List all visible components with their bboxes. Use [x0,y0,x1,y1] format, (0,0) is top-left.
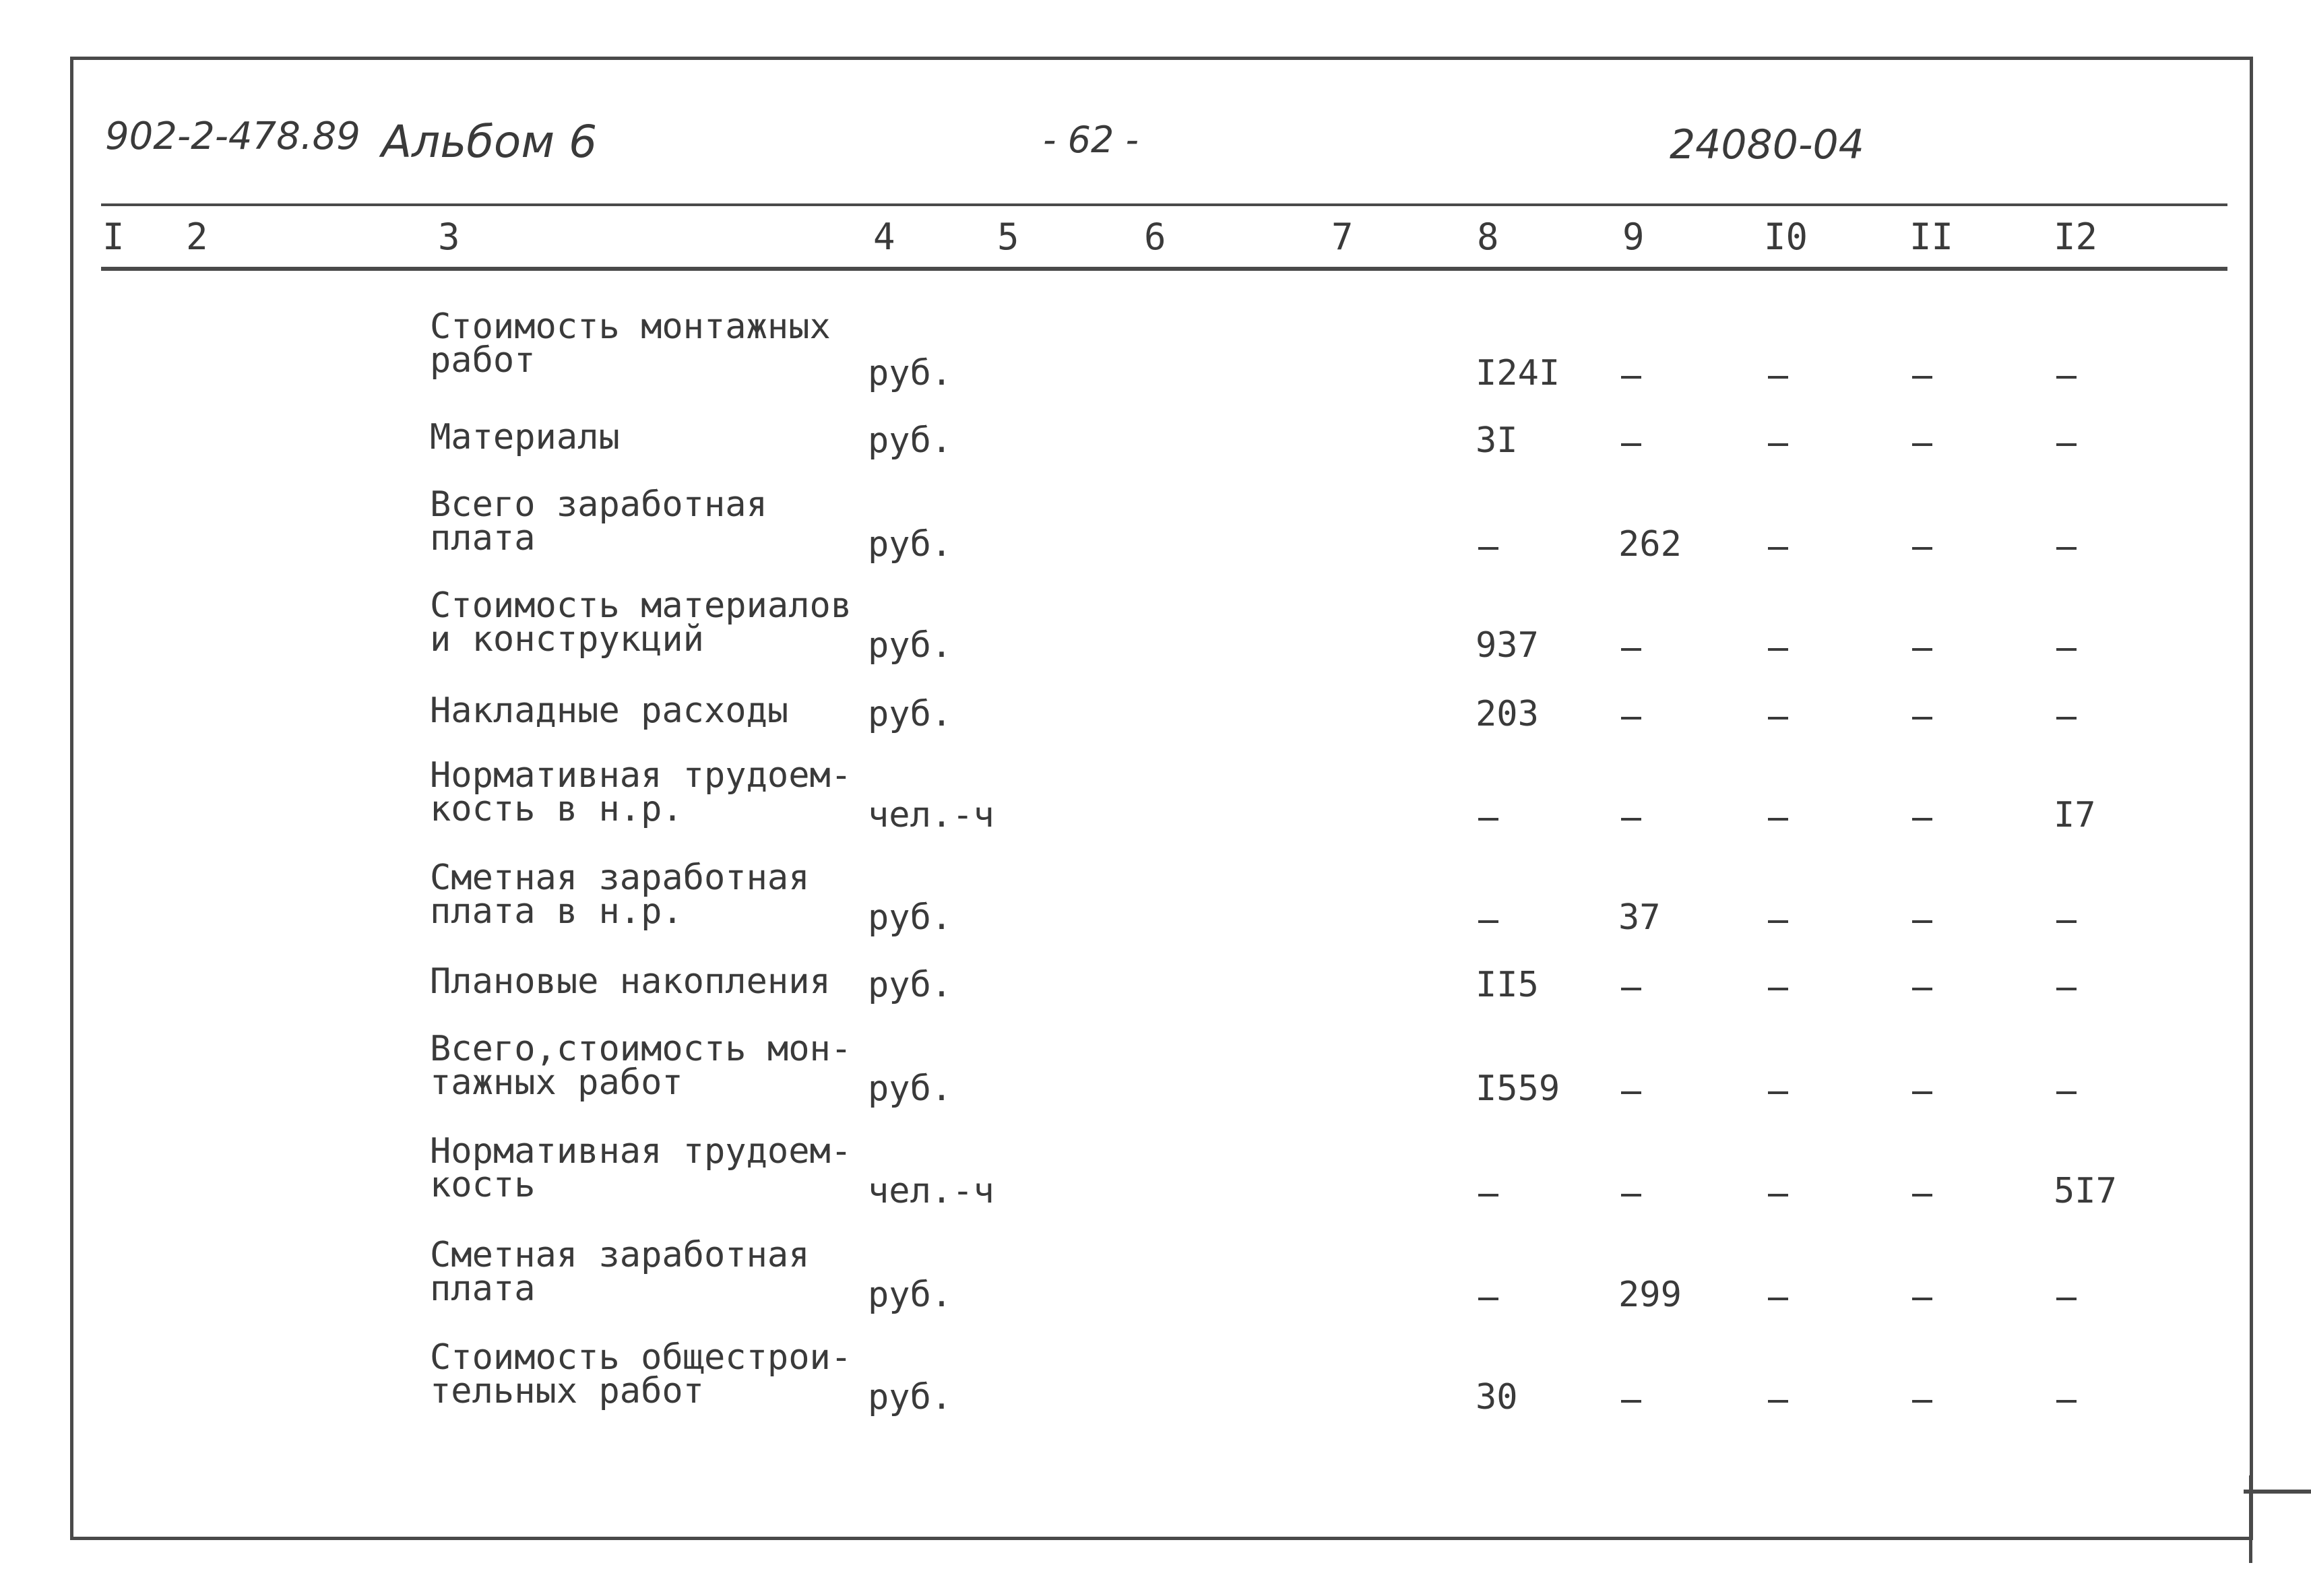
row-description: Всего заработная плата [430,484,767,558]
row-description: Нормативная трудоем- кость [430,1131,852,1205]
row-value: I24I [1476,353,1560,393]
row-description: Стоимость общестрои- тельных работ [430,1337,852,1411]
page-frame [70,57,2253,1540]
row-value [1912,818,1932,821]
row-value [1912,1091,1932,1094]
row-value [1912,1400,1932,1403]
column-number: 7 [1331,216,1354,258]
column-number: 5 [997,216,1019,258]
row-value [1621,818,1641,821]
doc-code: 902-2-478.89 [105,115,360,158]
album-label: Альбом 6 [381,116,598,168]
row-value [1768,1194,1788,1196]
row-value [1621,717,1641,720]
column-number: 6 [1144,216,1166,258]
row-value [2056,376,2077,379]
row-description: Всего,стоимость мон- тажных работ [430,1029,852,1103]
row-description: Стоимость материалов и конструкций [430,585,852,660]
row-value [1912,1298,1932,1300]
row-value [1912,443,1932,446]
row-value: 937 [1476,625,1539,666]
row-description: Сметная заработная плата [430,1235,810,1309]
row-value: I559 [1476,1068,1560,1109]
row-value [2056,547,2077,550]
row-value [1912,547,1932,550]
row-value [2056,1400,2077,1403]
column-number: II [1909,216,1954,258]
column-number: 4 [873,216,895,258]
project-code: 24080-04 [1670,121,1864,168]
row-value [1768,1091,1788,1094]
column-number: I2 [2054,216,2098,258]
row-value [2056,443,2077,446]
row-value: 299 [1618,1275,1682,1315]
row-value [1621,1400,1641,1403]
row-value: I7 [2054,795,2096,835]
row-value [1768,376,1788,379]
row-unit: руб. [868,965,953,1005]
row-unit: руб. [868,1068,953,1109]
row-unit: руб. [868,1275,953,1315]
row-value [1912,717,1932,720]
row-value [2056,1298,2077,1300]
row-value [1912,988,1932,990]
row-value: 262 [1618,524,1682,565]
row-value [1768,988,1788,990]
row-value: 5I7 [2054,1171,2117,1211]
row-value [1768,1400,1788,1403]
row-value [1768,648,1788,651]
row-description: Нормативная трудоем- кость в н.р. [430,755,852,829]
row-unit: чел.-ч [868,1171,994,1211]
row-value [1621,1194,1641,1196]
column-number: I0 [1764,216,1808,258]
row-value: 30 [1476,1377,1518,1417]
row-value [1768,717,1788,720]
row-value [1912,648,1932,651]
row-unit: руб. [868,625,953,666]
column-number: 8 [1477,216,1499,258]
row-value [1621,443,1641,446]
row-unit: руб. [868,524,953,565]
row-value: 37 [1618,897,1661,938]
row-unit: руб. [868,1377,953,1417]
row-value [1768,818,1788,821]
frame-tick-horizontal [2244,1490,2311,1494]
row-description: Стоимость монтажных работ [430,307,831,381]
row-value [1478,818,1498,821]
row-value [2056,717,2077,720]
row-unit: руб. [868,897,953,938]
row-value: 3I [1476,420,1518,461]
row-value [1768,1298,1788,1300]
row-description: Накладные расходы [430,691,789,731]
page-number: - 62 - [1043,119,1139,161]
row-value [2056,920,2077,923]
row-unit: руб. [868,694,953,734]
row-value [2056,648,2077,651]
column-number: 3 [438,216,460,258]
row-value [1621,648,1641,651]
row-value [1768,920,1788,923]
row-value [1621,376,1641,379]
column-number: 9 [1622,216,1645,258]
row-value [1912,920,1932,923]
row-value [1621,988,1641,990]
row-value: 203 [1476,694,1539,734]
row-description: Сметная заработная плата в н.р. [430,858,810,932]
row-value [1912,376,1932,379]
row-unit: руб. [868,353,953,393]
row-value [2056,1091,2077,1094]
row-value [1912,1194,1932,1196]
row-value [1621,1091,1641,1094]
frame-tick-vertical [2249,1475,2252,1563]
row-value [1478,920,1498,923]
row-value [1768,443,1788,446]
column-number: I [102,216,125,258]
row-value [2056,988,2077,990]
row-description: Материалы [430,417,620,457]
column-number: 2 [186,216,208,258]
header-rule-top [101,203,2227,206]
row-value [1478,1298,1498,1300]
row-value [1478,1194,1498,1196]
row-value [1768,547,1788,550]
row-unit: руб. [868,420,953,461]
row-description: Плановые накопления [430,961,831,1002]
row-value [1478,547,1498,550]
header-rule-bottom [101,267,2227,271]
row-value: II5 [1476,965,1539,1005]
row-unit: чел.-ч [868,795,994,835]
